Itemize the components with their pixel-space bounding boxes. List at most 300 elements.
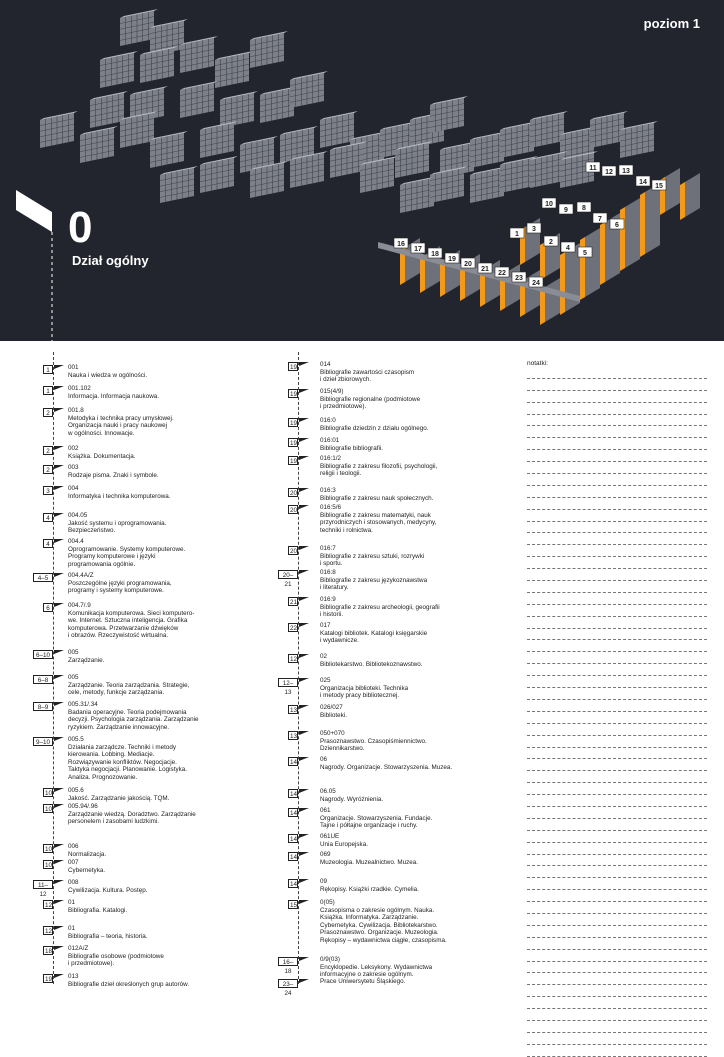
classification-column-right [276,352,516,997]
entry-marker [299,789,309,793]
note-line[interactable] [527,1033,707,1045]
shelf-tag: 20 [290,507,298,514]
note-line[interactable] [527,426,707,438]
entry-code: 013 [68,973,79,980]
classification-entry [320,545,512,568]
entry-description: Bibliografia – teoria, historia. [68,932,148,940]
highlighted-shelf [660,168,680,215]
shelf-number-label: 7 [598,216,602,223]
shelf-tag: 14 [290,854,298,861]
shelf-block [215,51,253,88]
classification-entry [68,674,272,697]
entry-code: 06 [320,756,328,763]
classification-entry [68,899,272,914]
classification-entry [68,701,272,731]
note-line[interactable] [527,545,707,557]
entry-code: 06.05 [320,788,336,795]
entry-marker [299,570,309,574]
shelf-number-label: 10 [545,201,553,208]
shelf-tag: 13 [290,733,298,740]
note-line[interactable] [527,664,707,676]
note-line[interactable] [527,914,707,926]
entry-marker [54,880,64,884]
note-line[interactable] [527,415,707,427]
note-line[interactable] [527,593,707,605]
classification-entry [68,649,272,664]
entry-marker [54,788,64,792]
classification-entry [320,388,512,411]
classification-entry [320,851,512,866]
entry-marker [299,852,309,856]
shelf-tag: 19 [290,391,298,398]
shelf-number-label: 6 [615,222,619,229]
classification-entry [320,978,512,986]
classification-entry [320,833,512,848]
shelf-tag: 19 [290,364,298,371]
classification-entry [68,485,272,500]
entry-description: Bibliografie z zakresu archeologii, geografii i historii. [320,603,440,618]
entry-code: 004 [68,485,79,492]
entry-marker [299,362,309,366]
notes-area[interactable] [527,360,707,1057]
entry-description: Czasopisma o zakresie ogólnym. Nauka. Książka. Informatyka. Zarządzanie. Cybernetyka. Cywilizacja. Bibliotekarstwo. Prasoznawstwo. Organizacje. Muzeologia. Rękopisy – wydawnictwa ciągłe, czasopisma. [320,906,447,944]
classification-entry [320,622,512,645]
note-line[interactable] [527,462,707,474]
shelf-number-label: 24 [532,280,540,287]
shelf-number-marker [529,277,543,287]
shelf-block [100,51,138,88]
classification-entry [320,569,512,592]
note-line[interactable] [527,902,707,914]
classification-entry [68,973,272,988]
entry-description: Bibliografie z zakresu językoznawstwa i literatury. [320,576,428,591]
entry-marker [299,438,309,442]
entry-description: Katalogi bibliotek. Katalogi księgarskie i wydawnicze. [320,629,428,644]
entry-marker [299,678,309,682]
entry-code: 016:5/6 [320,504,342,511]
shelf-tag: 19 [45,976,53,983]
note-line[interactable] [527,403,707,415]
shelf-number-marker [495,267,509,277]
entry-code: 004.4A/Z [68,572,94,579]
entry-marker [54,844,64,848]
note-line[interactable] [527,474,707,486]
shelf-number-marker [602,166,616,176]
column-divider [298,352,299,984]
entry-description: Badania operacyjne. Teoria podejmowania decyzji. Psychologia zarządzania. Zarządzanie ryzykiem. Zarządzanie innowacyjne. [68,708,199,731]
entry-code: 069 [320,851,331,858]
note-line[interactable] [527,1009,707,1021]
note-line[interactable] [527,391,707,403]
note-line[interactable] [527,1021,707,1033]
shelf-number-label: 18 [431,251,439,258]
shelf-number-label: 14 [639,179,647,186]
shelf-tag: 10 [45,862,53,869]
classification-entry [320,756,512,771]
shelf-number-label: 3 [532,226,536,233]
shelf-tag: 1 [43,386,53,395]
classification-entry [320,788,512,803]
entry-description: Muzeologia. Muzealnictwo. Muzea. [320,858,418,866]
note-line[interactable] [527,486,707,498]
note-line[interactable] [527,724,707,736]
note-line[interactable] [527,700,707,712]
shelf-number-marker [577,202,591,212]
entry-marker [299,546,309,550]
entry-description: Normalizacja. [68,850,107,858]
classification-entry [320,596,512,619]
entry-marker [54,650,64,654]
shelf-tag: 4–5 [33,573,53,582]
classification-entry [68,602,272,640]
highlighted-shelf [680,173,700,220]
entry-code: 014 [320,361,331,368]
entry-marker [299,900,309,904]
entry-code: 005.6 [68,787,84,794]
shelf-tag: 3 [43,486,53,495]
entry-code: 016:01 [320,437,340,444]
entry-description: Rękopisy. Książki rzadkie. Cymelia. [320,885,419,893]
note-line[interactable] [527,712,707,724]
shelf-tag: 9–10 [33,737,53,746]
shelf-block [430,166,468,203]
note-line[interactable] [527,510,707,522]
note-line[interactable] [527,973,707,985]
classification-entry [68,385,272,400]
shelf-tag: 21 [290,599,298,606]
note-line[interactable] [527,450,707,462]
classification-entry [68,464,272,479]
shelf-number-marker [445,253,459,263]
shelf-number-label: 9 [564,207,568,214]
entry-marker [299,654,309,658]
entry-code: 050+070 [320,730,345,737]
shelf-number-label: 8 [582,205,586,212]
shelf-number-label: 4 [566,245,570,252]
entry-marker [299,879,309,883]
shelf-number-label: 5 [583,250,587,257]
classification-entry [320,677,512,700]
note-line[interactable] [527,379,707,391]
entry-code: 005 [68,674,79,681]
entry-description: Nauka i wiedza w ogólności. [68,371,148,379]
shelf-number-label: 19 [448,256,456,263]
note-line[interactable] [527,771,707,783]
entry-code: 012A/Z [68,945,89,952]
shelf-number-marker [478,263,492,273]
classification-entry [320,704,512,719]
entry-marker [54,539,64,543]
entry-marker [299,808,309,812]
entry-description: Organizacje. Stowarzyszenia. Fundacje. Tajne i półtajne organizacje i ruchy. [320,814,433,829]
classification-entry [320,878,512,893]
entry-description: Bibliografie z zakresu nauk społecznych. [320,494,434,502]
entry-marker [54,465,64,469]
entry-code: 016:3 [320,487,336,494]
note-line[interactable] [527,557,707,569]
shelf-number-label: 23 [515,275,523,282]
entry-code: 01 [68,899,76,906]
level-label: poziom 1 [643,16,700,31]
classification-entry [320,455,512,478]
shelf-tag: 14 [290,836,298,843]
classification-entry [68,945,272,968]
note-line[interactable] [527,985,707,997]
entry-marker [54,926,64,930]
entry-code: 015(4/9) [320,388,344,395]
note-line[interactable] [527,569,707,581]
entry-marker [54,900,64,904]
entry-description: Bibliografie bibliografii. [320,444,384,452]
entry-description: Prasoznawstwo. Czasopiśmiennictwo. Dziennikarstwo. [320,737,427,752]
classification-entry [320,730,512,753]
entry-description: Informatyka i technika komputerowa. [68,492,171,500]
shelf-tag: 10 [45,790,53,797]
note-line[interactable] [527,950,707,962]
shelf-block [430,96,468,133]
shelf-tag: 19 [290,420,298,427]
shelf-tag: 6–10 [33,650,53,659]
note-line[interactable] [527,866,707,878]
entry-code: 0(05) [320,899,335,906]
shelf-tag: 8–9 [33,702,53,711]
note-line[interactable] [527,676,707,688]
shelf-number-marker [512,272,526,282]
shelf-number-marker [542,198,556,208]
note-line[interactable] [527,843,707,855]
entry-description: Komunikacja komputerowa. Sieci komputero- we. Internet. Sztuczna inteligencja. Grafika komputerowa. Przetwarzanie dźwięków i obrazów. Rzeczywistość wirtualna. [68,609,195,639]
entry-marker [54,446,64,450]
classification-entry [68,538,272,568]
entry-description: Unia Europejska. [320,840,368,848]
entry-description: Bibliografie z zakresu sztuki, rozrywki i sportu. [320,552,425,567]
note-line[interactable] [527,1045,707,1057]
entry-code: 001.102 [68,385,91,392]
shelf-number-label: 13 [622,168,630,175]
entry-marker [299,757,309,761]
shelf-tag: 10 [45,806,53,813]
note-line[interactable] [527,748,707,760]
shelf-tag: 12–13 [278,678,298,687]
entry-code: 002 [68,445,79,452]
shelf-number-label: 21 [481,266,489,273]
shelf-tag: 15 [290,902,298,909]
shelf-tag: 14 [290,791,298,798]
entry-description: Bibliografie z zakresu matematyki, nauk przyrodniczych i stosowanych, medycyny, techniki i rolnictwa. [320,511,437,534]
shelf-tag: 19 [290,440,298,447]
entry-marker [299,418,309,422]
note-line[interactable] [527,533,707,545]
note-line[interactable] [527,688,707,700]
classification-entry [320,807,512,830]
shelf-number-label: 17 [414,246,422,253]
classification-entry [68,925,272,940]
shelf-block [140,46,178,83]
entry-code: 016:7 [320,545,336,552]
shelf-tag: 13 [290,707,298,714]
shelf-number-label: 11 [589,165,597,172]
entry-code: 025 [320,677,331,684]
shelf-block [180,81,218,118]
entry-description: Metodyka i technika pracy umysłowej. Organizacja nauki i pracy naukowej w ogólności. Innowacje. [68,414,174,437]
entry-code: 004.05 [68,512,88,519]
shelf-block [200,156,238,193]
entry-code: 02 [320,653,328,660]
entry-description: Oprogramowanie. Systemy komputerowe. Programy komputerowe i języki programowania ogólnie. [68,545,186,568]
classification-entry [320,504,512,534]
entry-code: 01 [68,925,76,932]
entry-description: Poszczególne języki programowania, programy i systemy komputerowe. [68,579,172,594]
shelf-number-marker [561,242,575,252]
classification-entry [320,487,512,502]
note-line[interactable] [527,926,707,938]
shelf-tag: 11–12 [33,880,53,889]
section-number: 0 [68,203,93,252]
entry-description: Zarządzanie wiedzą. Doradztwo. Zarządzanie personelem i zasobami ludzkimi. [68,810,196,825]
shelf-number-marker [586,162,600,172]
shelf-block [80,126,118,163]
entry-code: 061UE [320,833,340,840]
note-line[interactable] [527,997,707,1009]
shelf-tag: 2 [43,408,53,417]
entry-marker [54,804,64,808]
entry-description: Bibliografie osobowe (podmiotowe i przedmiotowe). [68,952,164,967]
note-line[interactable] [527,640,707,652]
shelf-tag: 12 [45,902,53,909]
entry-marker [299,834,309,838]
entry-description: Działania zarządcze. Techniki i metody kierowania. Lobbing. Mediacje. Rozwiązywanie konfliktów. Negocjacje. Taktyka negocjacji. Planowanie. Logistyka. Analiza. Prognozowanie. [68,743,188,781]
note-line[interactable] [527,807,707,819]
note-line[interactable] [527,605,707,617]
note-line[interactable] [527,617,707,629]
shelf-number-marker [461,258,475,268]
notes-label: notatki: [527,360,548,367]
shelf-number-label: 22 [498,270,506,277]
shelf-block [290,71,328,108]
shelf-tag: 19 [290,458,298,465]
classification-column-left [35,352,276,988]
entry-marker [54,573,64,577]
entry-description: Organizacja biblioteki. Technika i metody pracy bibliotecznej. [320,684,409,699]
entry-marker [54,737,64,741]
note-line[interactable] [527,962,707,974]
entry-description: Bibliografia. Katalogi. [68,906,128,914]
note-line[interactable] [527,831,707,843]
classification-entry [68,787,272,802]
note-line[interactable] [527,736,707,748]
entry-description: Nagrody. Wyróżnienia. [320,795,384,803]
note-line[interactable] [527,938,707,950]
entry-code: 061 [320,807,331,814]
entry-marker [54,675,64,679]
note-line[interactable] [527,795,707,807]
entry-code: 005.31/.34 [68,701,98,708]
shelf-number-label: 1 [515,231,519,238]
entry-code: 09 [320,878,328,885]
note-line[interactable] [527,367,707,379]
shelf-number-label: 15 [655,183,663,190]
entry-code: 005 [68,649,79,656]
classification-entry [320,437,512,452]
shelf-number-marker [510,228,524,238]
entry-description: Bibliotekarstwo. Bibliotekoznawstwo. [320,660,423,668]
shelf-tag: 16–18 [278,957,298,966]
shelf-number-marker [578,247,592,257]
library-shelves-map [0,0,724,341]
classification-entry [68,859,272,874]
entry-description: Bibliografie zawartości czasopism i dzieł zbiorowych. [320,368,415,383]
shelf-tag: 1 [43,365,53,374]
entry-code: 016:1/2 [320,455,342,462]
shelf-tag: 20–21 [278,570,298,579]
classification-entry [320,361,512,384]
shelf-number-marker [619,165,633,175]
shelf-tag: 14 [290,810,298,817]
classification-entry [68,879,272,894]
classification-entry [68,445,272,460]
note-line[interactable] [527,878,707,890]
entry-marker [54,860,64,864]
note-line[interactable] [527,581,707,593]
shelf-tag: 6–8 [33,675,53,684]
shelf-block [250,31,288,68]
shelf-number-marker [652,180,666,190]
entry-description: Zarządzanie. Teoria zarządzania. Strategie, cele, metody, funkcje zarządzania. [68,681,190,696]
note-line[interactable] [527,498,707,510]
entry-marker [54,702,64,706]
entry-marker [299,957,309,961]
shelf-tag: 18 [45,948,53,955]
classification-entry [320,417,512,432]
entry-code: 016:8 [320,569,336,576]
note-line[interactable] [527,759,707,771]
entry-code: 007 [68,859,79,866]
note-line[interactable] [527,855,707,867]
note-line[interactable] [527,629,707,641]
shelf-tag: 12 [45,928,53,935]
entry-code: 005.5 [68,736,84,743]
shelf-number-marker [559,204,573,214]
shelf-number-label: 16 [397,241,405,248]
shelf-number-marker [544,236,558,246]
note-line[interactable] [527,819,707,831]
note-line[interactable] [527,522,707,534]
section-title: Dział ogólny [72,253,149,268]
note-line[interactable] [527,652,707,664]
entry-description: Informacja. Informacja naukowa. [68,392,159,400]
shelf-number-label: 2 [549,239,553,246]
entry-description: Prace Uniwersytetu Śląskiego. [320,978,406,985]
classification-entry [68,843,272,858]
decorative-stripe [16,190,52,232]
classification-entry [68,364,272,379]
entry-marker [299,505,309,509]
shelf-number-marker [527,223,541,233]
shelf-number-marker [394,238,408,248]
note-line[interactable] [527,783,707,795]
entry-description: Biblioteki. [320,711,347,719]
shelf-block [40,111,78,148]
note-line[interactable] [527,890,707,902]
shelf-tag: 2 [43,446,53,455]
entry-marker [54,486,64,490]
note-line[interactable] [527,438,707,450]
classification-entry [68,803,272,826]
entry-marker [54,365,64,369]
entry-description: Cywilizacja. Kultura. Postęp. [68,886,148,894]
entry-code: 003 [68,464,79,471]
shelf-number-marker [428,248,442,258]
